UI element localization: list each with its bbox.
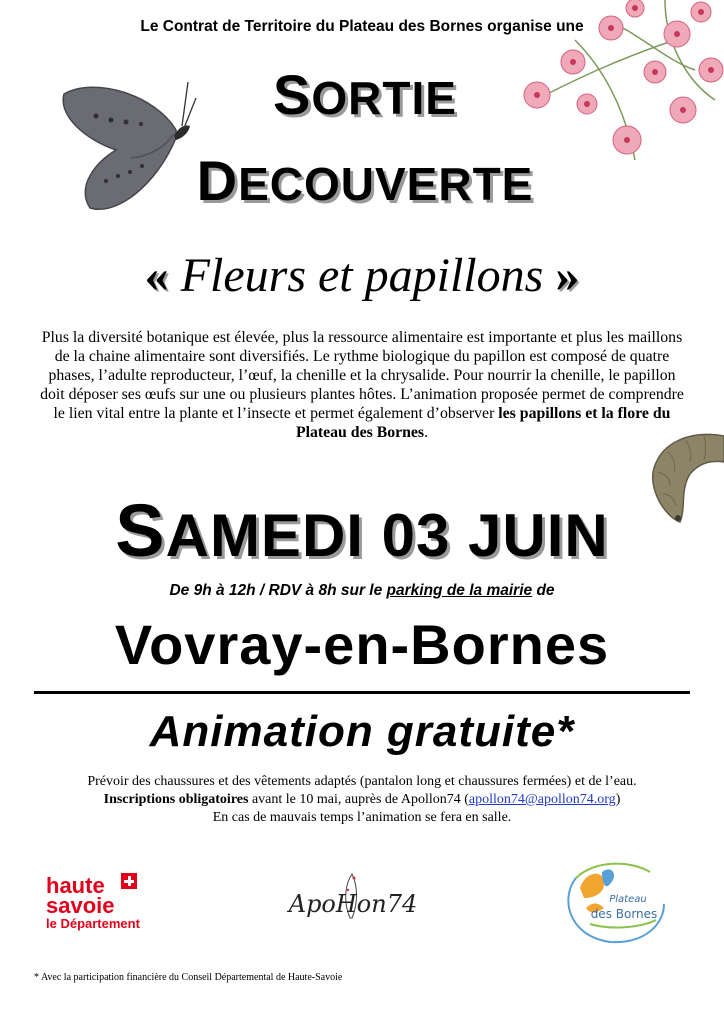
logo-hs-line-2: savoie	[46, 893, 115, 918]
event-date-initial: S	[115, 489, 166, 572]
logo-hs-line-3: le Département	[46, 916, 140, 931]
schedule-before: De 9h à 12h / RDV à 8h sur le	[169, 582, 387, 599]
schedule	[0, 582, 724, 600]
plateau-logo-line-1: Plateau	[609, 894, 647, 905]
event-date	[0, 488, 724, 573]
organizer-line: Le Contrat de Territoire du Plateau des Bornes organise une	[140, 18, 584, 35]
haute-savoie-logo	[46, 873, 156, 938]
close-quote: »	[555, 249, 580, 302]
schedule-after: de	[532, 582, 555, 599]
apollon74-logo-text: ApoHon74	[288, 890, 418, 918]
divider	[34, 691, 690, 694]
registration-end: )	[615, 792, 621, 807]
title-line-2	[160, 148, 570, 213]
title-line-1-initial: S	[273, 63, 312, 126]
practical-line-2	[20, 791, 704, 809]
footnote: * Avec la participation financière du Conseil Départemental de Haute-Savoie	[34, 972, 343, 983]
title-line-2-rest: ECOUVERTE	[238, 158, 534, 210]
registration-required: Inscriptions obligatoires	[103, 792, 249, 807]
registration-text: avant le 10 mai, auprès de Apollon74 (	[248, 792, 469, 807]
logo-hs-line-1: haute	[46, 873, 105, 898]
practical-line-3: En cas de mauvais temps l’animation se fera en salle.	[212, 810, 512, 825]
open-quote: «	[144, 249, 169, 302]
practical-info	[20, 773, 704, 827]
description-text: Plus la diversité botanique est élevée, plus la ressource alimentaire est importante et plus les maillons de la chaine alimentaire sont diversifiés. Le rythme biologique du papillon est composé de quatre phases, l’adulte reproducteur, l’œuf, la chenille et la chrysalide. Pour nourrir la chenille, le papillon doit déposer ses œufs sur une ou plusieurs plantes hôtes. L’animation proposée permet de comprendre le lien vital entre la plante et l’insecte et permet également d’observer	[40, 329, 684, 422]
subtitle	[60, 248, 664, 303]
plateau-logo-line-2: des Bornes	[590, 907, 658, 921]
apollon74-logo	[278, 868, 428, 928]
subtitle-text: Fleurs et papillons	[180, 249, 544, 302]
title-line-1-rest: ORTIE	[311, 72, 457, 124]
title-line-1	[200, 62, 530, 127]
title-line-2-initial: D	[196, 149, 239, 212]
description-bold: les papillons et la flore du Plateau des Bornes	[295, 405, 671, 441]
practical-line-1: Prévoir des chaussures et des vêtements adaptés (pantalon long et chaussures fermées) et de l’eau.	[87, 774, 637, 789]
plateau-des-bornes-logo	[560, 858, 670, 948]
meeting-place: parking de la mairie	[386, 582, 533, 599]
description	[38, 328, 686, 442]
event-date-rest: AMEDI 03 JUIN	[165, 502, 609, 569]
savoie-cross-icon	[121, 873, 137, 889]
description-end: .	[424, 424, 429, 441]
town-name: Vovray-en-Bornes	[114, 613, 610, 676]
email-link[interactable]: apollon74@apollon74.org	[468, 792, 616, 807]
free-event-banner: Animation gratuite*	[149, 707, 575, 756]
